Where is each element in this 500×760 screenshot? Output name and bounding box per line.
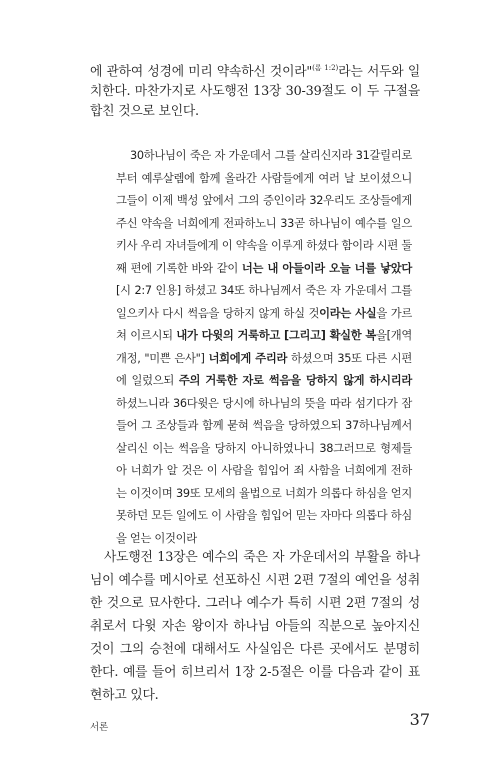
paragraph-acts-summary-text: 사도행전 13장은 예수의 죽은 자 가운데서의 부활을 하나님이 예수를 메시아로 선포하신 시편 2편 7절의 예언을 성취한 것으로 묘사한다. 그러나 예수가 특히 시편 2편 7절의 성취로서 다윗 자손 왕이자 하나님 아들의 직분으로 높아지신 것이 그의 승천에 대해서도 사실임은 다른 곳에서도 분명히 한다. 예를 들어 히브리서 1장 2-5절은 이를 다음과 같이 표현하고 있다. [90,550,420,703]
quote-bold-fact: 이라는 사실 [319,306,377,320]
quote-bold-give-to-you: 너희에게 주리라 [208,351,288,365]
quote-segment: 30하나님이 죽은 자 가운데서 그를 살리신지라 31갈릴리로부터 예루살렘에 함께 올라간 사람들에게 여러 날 보이셨으니 그들이 이제 백성 앞에서 그의 증인이라 32우리도 조상들에게 주신 약속을 너희에게 전파하노니 33곧 하나님이 예수를 일으키사 우리 자녀들에게 이 약속을 이루게 하셨다 함이라 시편 둘째 편에 기록한 바와 같이 [116,149,412,275]
quote-segment: 하셨으며 35또 다른 시편에 일렀으되 [116,351,412,387]
paragraph-intro-text-2: 라는 서두와 일치한다. 마찬가지로 사도행전 13장 30-39절도 이 두 구절을 합친 것으로 보인다. [90,64,420,120]
quote-bold-holy-one: 주의 거룩한 자로 썩음을 당하지 않게 하시리라 [178,374,412,387]
running-footer-label: 서론 [90,722,109,733]
paragraph-acts-summary [90,546,420,707]
quote-segment: 을[개역개정, "미쁜 은사"] [116,329,412,365]
quote-segment: 을 가르쳐 이르시되 [116,306,412,342]
romans-reference: (롬 1:2) [312,64,339,72]
quote-segment: 하셨느니라 36다윗은 당시에 하나님의 뜻을 따라 섬기다가 잠들어 그 조상들과 함께 묻혀 썩음을 당하였으되 37하나님께서 살리신 이는 썩음을 당하지 아니하였나니 38그러므로 형제들아 너희가 알 것은 이 사람을 힘입어 죄 사함을 너희에게 전하는 이것이며 39또 모세의 율법으로 너희가 의롭다 하심을 얻지 못하던 모든 일에도 이 사람을 힘입어 믿는 자마다 의롭다 하심을 얻는 이것이라 [116,396,412,545]
quote-bold-davidic-blessing: 내가 다윗의 거룩하고 [그리고] 확실한 복 [176,329,377,342]
quote-segment: [시 2:7 인용] 하셨고 34또 하나님께서 죽은 자 가운데서 그를 일으키사 다시 썩음을 당하지 않게 하실 것 [116,284,412,320]
paragraph-intro-text-1: 에 관하여 성경에 미리 약속하신 것이라" [90,64,313,80]
block-quote-acts-13 [116,145,412,550]
quote-bold-psalm-2-7: 너는 내 아들이라 오늘 너를 낳았다 [241,261,412,275]
page-number: 37 [409,710,430,729]
paragraph-intro [90,58,420,122]
